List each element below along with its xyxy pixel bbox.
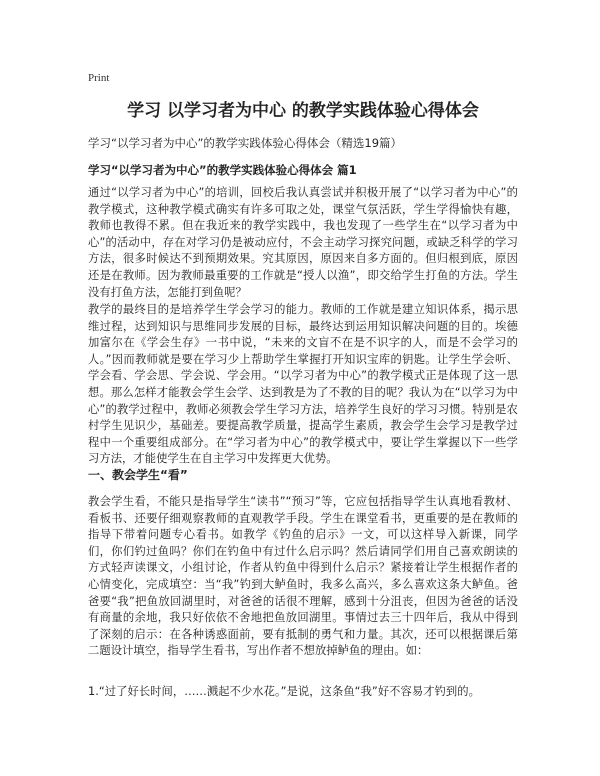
paragraph-3: 教会学生看，不能只是指导学生“读书”“预习”等，它应包括指导学生认真地看教材、看板书、还要仔细观察教师的直观教学手段。学生在课堂看书，更重要的是在教师的指导下带着问题专心看书。如教学《钓鱼的启示》一文，可以这样导入新课，同学们，你们钓过鱼吗？你们在钓鱼中有过什么启示吗？然后请同学们用自己喜欢朗读的方式轻声读课文，小组讨论，作者从钓鱼中得到什么启示？紧接着让学生根据作者的心情变化，完成填空：当“我”钓到大鲈鱼时，我多么高兴，多么喜欢这条大鲈鱼。爸爸要“我”把鱼放回湖里时，对爸爸的话很不理解，感到十分沮丧，但因为爸爸的话没有商量的余地，我只好依依不舍地把鱼放回湖里。事情过去三十四年后，我从中得到了深刻的启示：在各种诱惑面前，要有抵制的勇气和力量。其次，还可以根据课后第二题设计填空，指导学生看书，写出作者不想放掉鲈鱼的理由。如： bbox=[88, 495, 518, 658]
paragraph-1: 通过“以学习者为中心”的培训，回校后我认真尝试并积极开展了“以学习者为中心”的教学模式，这种教学模式确实有许多可取之处，课堂气氛活跃，学生学得愉快有趣，教师也教得不累。但在我近来的教学实践中，我也发现了一些学生在“以学习者为中心”的活动中，存在对学习仍是被动应付，不会主动学习探究问题，或缺乏科学的学习方法，很多时候达不到预期效果。究其原因，原因来自多方面的。但归根到底，原因还是在教师。因为教师最重要的工作就是“授人以渔”，即交给学生打鱼的方法。学生没有打鱼方法，怎能打到鱼呢？ bbox=[88, 186, 518, 299]
section-title: 学习“以学习者为中心”的教学实践体验心得体会 篇1 bbox=[88, 163, 357, 177]
heading-teach-look: 一、教会学生“看” bbox=[88, 468, 188, 482]
paragraph-4: 1.“过了好长时间，……溅起不少水花。”是说，这条鱼“我”好不容易才钓到的。 bbox=[88, 685, 480, 698]
print-link[interactable]: Print bbox=[88, 72, 110, 84]
document-title: 学习 以学习者为中心 的教学实践体验心得体会 bbox=[127, 101, 479, 121]
document-subtitle: 学习“以学习者为中心”的教学实践体验心得体会（精选19篇） bbox=[88, 136, 403, 150]
paragraph-2: 教学的最终目的是培养学生学会学习的能力。教师的工作就是建立知识体系，揭示思维过程，达到知识与思维同步发展的目标，最终达到运用知识解决问题的目的。埃德加富尔在《学会生存》一书中说，“未来的文盲不在是不识字的人，而是不会学习的人。”因而教师就是要在学习少上帮助学生掌握打开知识宝库的钥匙。让学生学会听、学会看、学会思、学会说、学会用。“以学习者为中心”的教学模式正是体现了这一思想。那么怎样才能教会学生会学、达到教是为了不教的目的呢？我认为在“以学习为中心”的教学过程中，教师必须教会学生学习方法，培养学生良好的学习习惯。特别是农村学生见识少，基础差。要提高教学质量，提高学生素质，教会学生会学习是教学过程中一个重要组成部分。在“学习者为中心”的教学模式中，要让学生掌握以下一些学习方法，才能使学生在自主学习中发挥更大优势。 bbox=[88, 303, 518, 466]
